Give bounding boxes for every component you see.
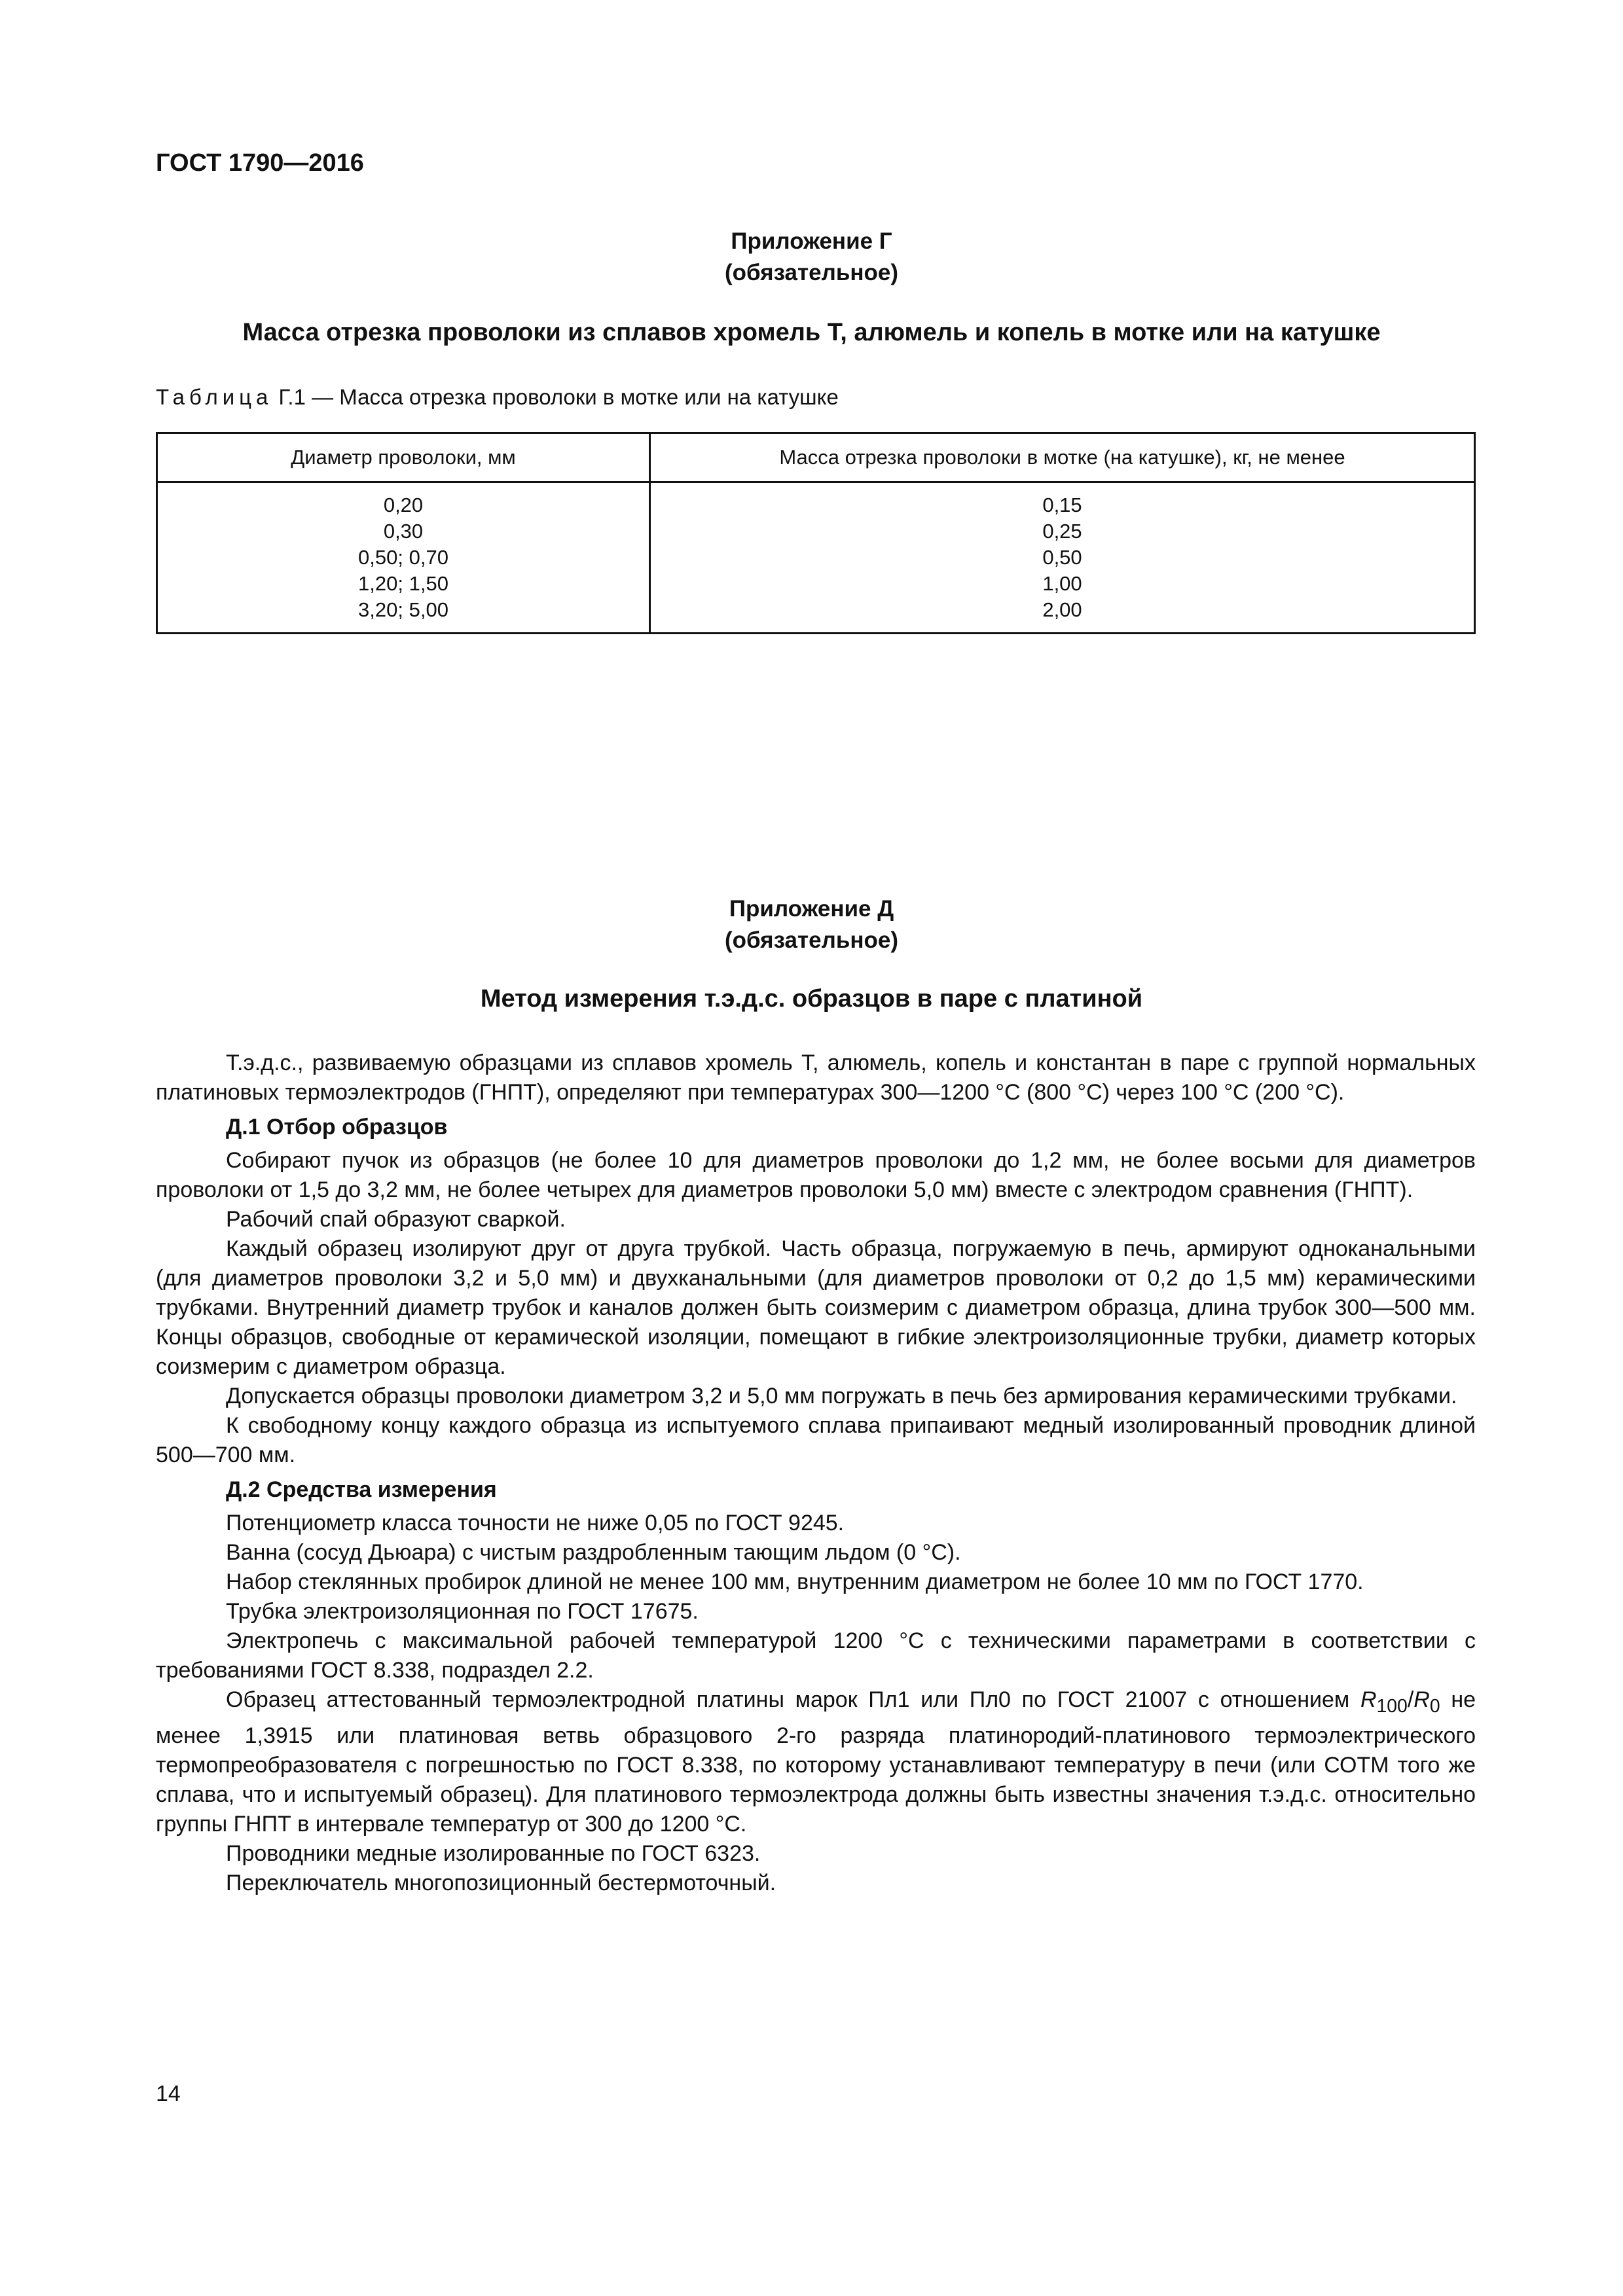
table-caption-text: Г.1 — Масса отрезка проволоки в мотке или на катушке (272, 385, 839, 409)
paragraph: Каждый образец изолируют друг от друга трубкой. Часть образца, погружаемую в печь, армируют одноканальными (для диаметров проволоки 3,2 и 5,0 мм) и двухканальными (для диаметров проволоки от 0,2 до 1,5 мм) керамическими трубками. Внутренний диаметр трубок и каналов должен быть соизмерим с диаметром образца, длина трубок 300—500 мм. Концы образцов, свободные от керамической изоляции, помещают в гибкие электроизоляционные трубки, диаметр которых соизмерим с диаметром образца. (156, 1236, 1476, 1379)
paragraph: Допускается образцы проволоки диаметром 3,2 и 5,0 мм погружать в печь без армирования керамическими трубками. (226, 1384, 1457, 1408)
diameter-value: 0,20 (383, 493, 424, 516)
section-d1-title: Д.1 Отбор образцов (226, 1115, 448, 1139)
table-caption (156, 385, 839, 410)
paragraph: Набор стеклянных пробирок длиной не менее 100 мм, внутренним диаметром не более 10 мм по ГОСТ 1770. (226, 1570, 1364, 1594)
mass-table (156, 432, 1476, 634)
mass-value: 0,25 (1042, 520, 1082, 543)
mass-value: 1,00 (1042, 572, 1082, 595)
section-d2-title: Д.2 Средства измерения (226, 1477, 497, 1502)
ratio-r: R (1360, 1687, 1377, 1712)
paragraph: Проводники медные изолированные по ГОСТ 6323. (226, 1840, 761, 1866)
ratio-slash: / (1407, 1687, 1414, 1712)
appendix-g-title: Масса отрезка проволоки из сплавов хромель Т, алюмель и копель в мотке или на катушке (242, 319, 1381, 346)
paragraph: Переключатель многопозиционный бестермоточный. (226, 1870, 776, 1895)
intro-paragraph: Т.э.д.с., развиваемую образцами из сплавов хромель Т, алюмель, копель и константан в паре с группой нормальных платиновых термоэлектродов (ГНПТ), определяют при температурах 300—1200 °С (800 °С) через 100 °С (200 °С). (156, 1050, 1476, 1105)
diameter-cell (157, 482, 650, 634)
table-row (157, 482, 1475, 634)
paragraph: Потенциометр класса точности не ниже 0,05 по ГОСТ 9245. (226, 1511, 845, 1535)
paragraph: К свободному концу каждого образца из испытуемого сплава припаивают медный изолированный проводник длиной 500—700 мм. (156, 1413, 1476, 1467)
mass-cell (650, 482, 1475, 634)
mass-value: 0,50 (1042, 546, 1082, 569)
ratio-sub-0: 0 (1429, 1695, 1440, 1717)
diameter-value: 3,20; 5,00 (358, 598, 448, 621)
appendix-d-label: Приложение Д (729, 896, 894, 922)
mass-value: 2,00 (1042, 598, 1082, 621)
diameter-value: 0,50; 0,70 (358, 546, 448, 569)
column-header-mass: Масса отрезка проволоки в мотке (на катушке), кг, не менее (650, 433, 1475, 482)
paragraph: Собирают пучок из образцов (не более 10 для диаметров проволоки до 1,2 мм, не более восьми для диаметров проволоки от 1,5 до 3,2 мм, не более четырех для диаметров проволоки 5,0 мм) вместе с электродом сравнения (ГНПТ). (156, 1148, 1476, 1202)
paragraph: Электропечь с максимальной рабочей температурой 1200 °С с техническими параметрами в соответствии с требованиями ГОСТ 8.338, подраздел 2.2. (156, 1628, 1476, 1683)
paragraph-ratio (156, 1685, 1476, 1839)
ratio-r0: R (1413, 1687, 1430, 1712)
paragraph: Рабочий спай образуют сваркой. (226, 1207, 566, 1232)
paragraph: Ванна (сосуд Дьюара) с чистым раздробленным тающим льдом (0 °С). (226, 1540, 961, 1565)
mass-value: 0,15 (1042, 493, 1082, 516)
ratio-sub-100: 100 (1376, 1695, 1408, 1717)
appendix-g-label: Приложение Г (731, 228, 892, 254)
diameter-value: 1,20; 1,50 (358, 572, 448, 595)
appendix-g-heading (0, 226, 1623, 289)
ratio-text-before: Образец аттестованный термоэлектродной платины марок Пл1 или Пл0 по ГОСТ 21007 с отношением (226, 1687, 1360, 1712)
diameter-value: 0,30 (383, 520, 424, 543)
ratio-text-after: не менее 1,3915 или платиновая ветвь образцового 2-го разряда платинородий-платинового термоэлектрического термопреобразователя с погрешностью по ГОСТ 8.338, по которому устанавливают температуру в печи (или СОТМ того же сплава, что и испытуемый образец). Для платинового термоэлектрода должны быть известны значения т.э.д.с. относительно группы ГНПТ в интервале температур от 300 до 1200 °С. (156, 1687, 1476, 1837)
appendix-g-status: (обязательное) (724, 260, 898, 285)
appendix-d-heading (0, 893, 1623, 956)
document-code: ГОСТ 1790—2016 (156, 149, 364, 177)
table-caption-word: Таблица (156, 385, 273, 409)
column-header-diameter: Диаметр проволоки, мм (157, 433, 650, 482)
appendix-d-title: Метод измерения т.э.д.с. образцов в паре с платиной (480, 985, 1143, 1013)
page-number: 14 (156, 2081, 181, 2106)
appendix-d-status: (обязательное) (724, 927, 898, 953)
paragraph: Трубка электроизоляционная по ГОСТ 17675. (226, 1599, 699, 1624)
table-header-row (157, 433, 1475, 482)
appendix-d-body (156, 1049, 1476, 1898)
